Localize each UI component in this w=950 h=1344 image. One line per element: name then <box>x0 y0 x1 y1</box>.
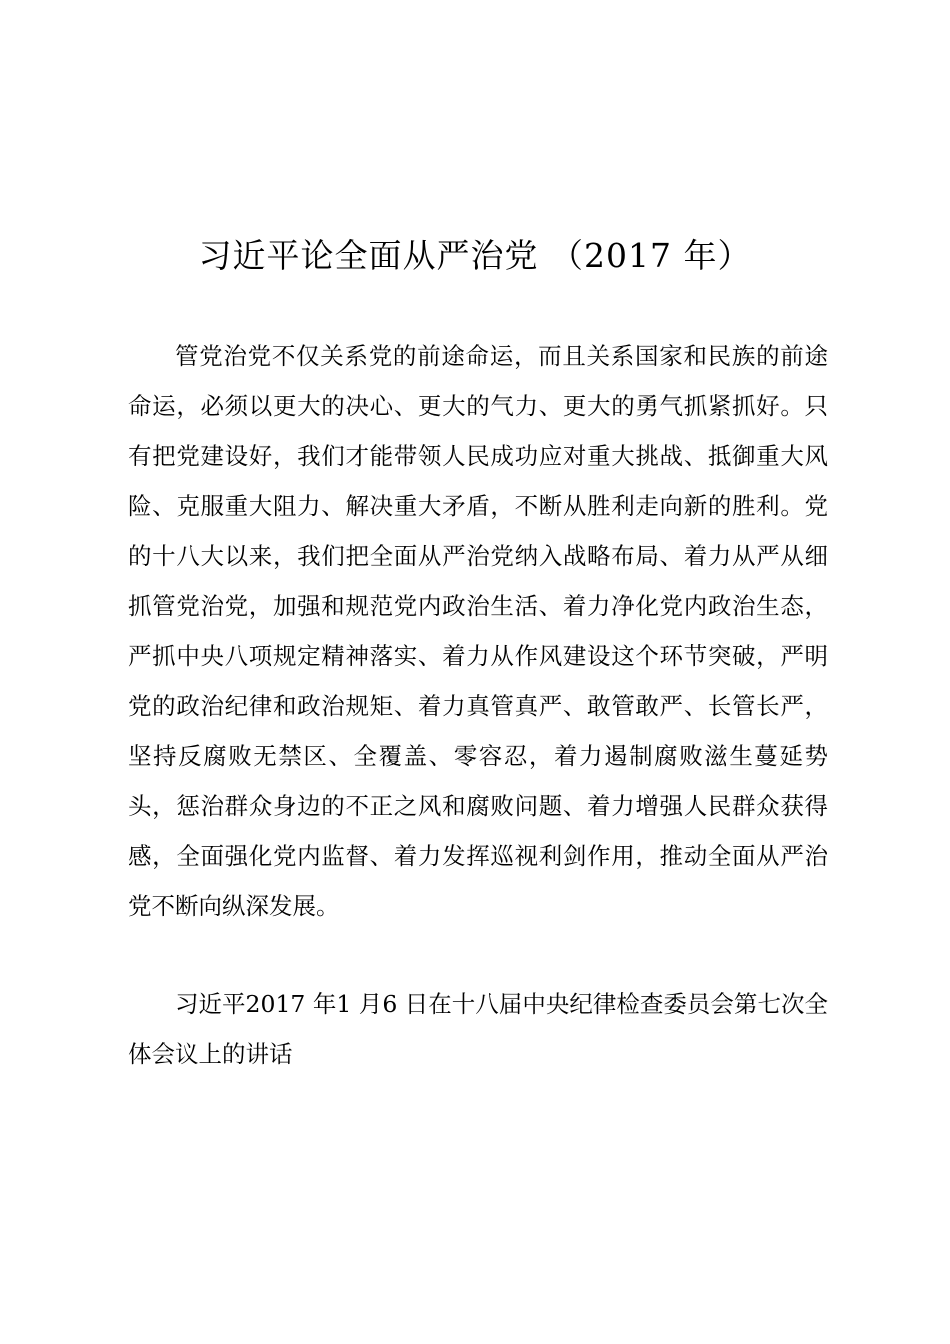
source-year: 2017 <box>245 990 306 1018</box>
source-citation <box>128 979 828 1079</box>
source-year-unit: 年 <box>312 990 337 1018</box>
title-open-paren: （ <box>550 236 584 275</box>
source-month-unit: 月 <box>358 990 383 1018</box>
title-suffix: 年） <box>683 236 752 275</box>
title-main: 习近平论全面从严治党 <box>198 236 539 275</box>
page-title <box>0 232 950 280</box>
source-speaker: 习近平 <box>175 990 246 1018</box>
source-rest: 日在十八届中央纪律检查委员会第七次全体会议上的讲话 <box>128 990 828 1068</box>
source-month: 1 <box>336 990 352 1018</box>
title-year: 2017 <box>584 236 672 275</box>
source-day: 6 <box>382 990 398 1018</box>
quote-paragraph: 管党治党不仅关系党的前途命运，而且关系国家和民族的前途命运，必须以更大的决心、更大的气力、更大的勇气抓紧抓好。只有把党建设好，我们才能带领人民成功应对重大挑战、抵御重大风险、克服重大阻力、解决重大矛盾，不断从胜利走向新的胜利。党的十八大以来，我们把全面从严治党纳入战略布局、着力从严从细抓管党治党，加强和规范党内政治生活、着力净化党内政治生态，严抓中央八项规定精神落实、着力从作风建设这个环节突破，严明党的政治纪律和政治规矩、着力真管真严、敢管敢严、长管长严，坚持反腐败无禁区、全覆盖、零容忍，着力遏制腐败滋生蔓延势头，惩治群众身边的不正之风和腐败问题、着力增强人民群众获得感，全面强化党内监督、着力发挥巡视利剑作用，推动全面从严治党不断向纵深发展。 <box>128 342 828 920</box>
